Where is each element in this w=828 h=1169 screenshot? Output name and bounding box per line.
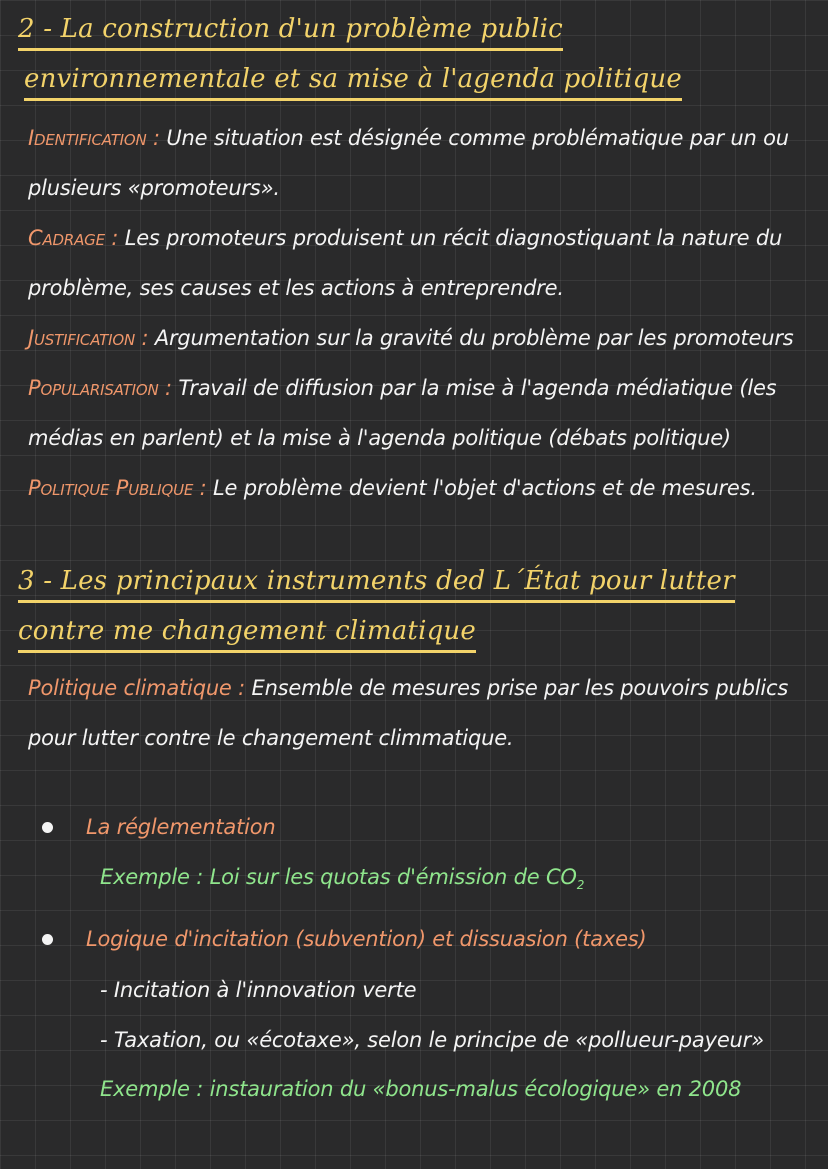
cadrage-term: Cadrage : bbox=[28, 226, 119, 250]
bullet-dot-2 bbox=[42, 934, 53, 945]
cadrage-continuation: problème, ses causes et les actions à entreprendre. bbox=[28, 276, 564, 300]
identification-line bbox=[28, 123, 789, 153]
popularisation-continuation: médias en parlent) et la mise à l'agenda politique (débats politique) bbox=[28, 426, 731, 450]
justification-term: Justification : bbox=[28, 326, 149, 350]
identification-term: Identification : bbox=[28, 126, 160, 150]
popularisation-line bbox=[28, 373, 776, 403]
co2-subscript: 2 bbox=[576, 878, 585, 893]
incitation-label: Logique d'incitation (subvention) et dissuasion (taxes) bbox=[86, 927, 647, 951]
popularisation-text: Travail de diffusion par la mise à l'agenda médiatique (les bbox=[178, 376, 777, 400]
section-2-title-line-1: 2 - La construction d'un problème public bbox=[18, 12, 563, 51]
incitation-sub-2: - Taxation, ou «écotaxe», selon le principe de «pollueur-payeur» bbox=[100, 1028, 764, 1052]
politique-climatique-continuation: pour lutter contre le changement climmatique. bbox=[28, 726, 514, 750]
incitation-sub-1: - Incitation à l'innovation verte bbox=[100, 978, 417, 1002]
justification-text: Argumentation sur la gravité du problème par les promoteurs bbox=[154, 326, 794, 350]
bullet-dot-1 bbox=[42, 822, 53, 833]
incitation-example: Exemple : instauration du «bonus-malus écologique» en 2008 bbox=[100, 1077, 742, 1101]
reglementation-label: La réglementation bbox=[86, 815, 276, 839]
politique-publique-term: Politique Publique : bbox=[28, 476, 207, 500]
politique-publique-text: Le problème devient l'objet d'actions et de mesures. bbox=[213, 476, 757, 500]
reglementation-example-text: Exemple : Loi sur les quotas d'émission de CO bbox=[100, 865, 577, 889]
identification-continuation: plusieurs «promoteurs». bbox=[28, 176, 280, 200]
justification-line bbox=[28, 323, 794, 353]
politique-climatique-line bbox=[28, 673, 788, 703]
section-3-title-line-2: contre me changement climatique bbox=[18, 614, 476, 653]
identification-text: Une situation est désignée comme problématique par un ou bbox=[166, 126, 789, 150]
section-3-title-line-1: 3 - Les principaux instruments ded L´État pour lutter bbox=[18, 564, 735, 603]
politique-climatique-text: Ensemble de mesures prise par les pouvoirs publics bbox=[251, 676, 789, 700]
popularisation-term: Popularisation : bbox=[28, 376, 172, 400]
politique-climatique-term: Politique climatique : bbox=[28, 676, 246, 700]
section-2-title-line-2: environnementale et sa mise à l'agenda politique bbox=[24, 62, 682, 101]
politique-publique-line bbox=[28, 473, 757, 503]
reglementation-example bbox=[100, 862, 584, 900]
cadrage-text: Les promoteurs produisent un récit diagnostiquant la nature du bbox=[124, 226, 783, 250]
cadrage-line bbox=[28, 223, 782, 253]
